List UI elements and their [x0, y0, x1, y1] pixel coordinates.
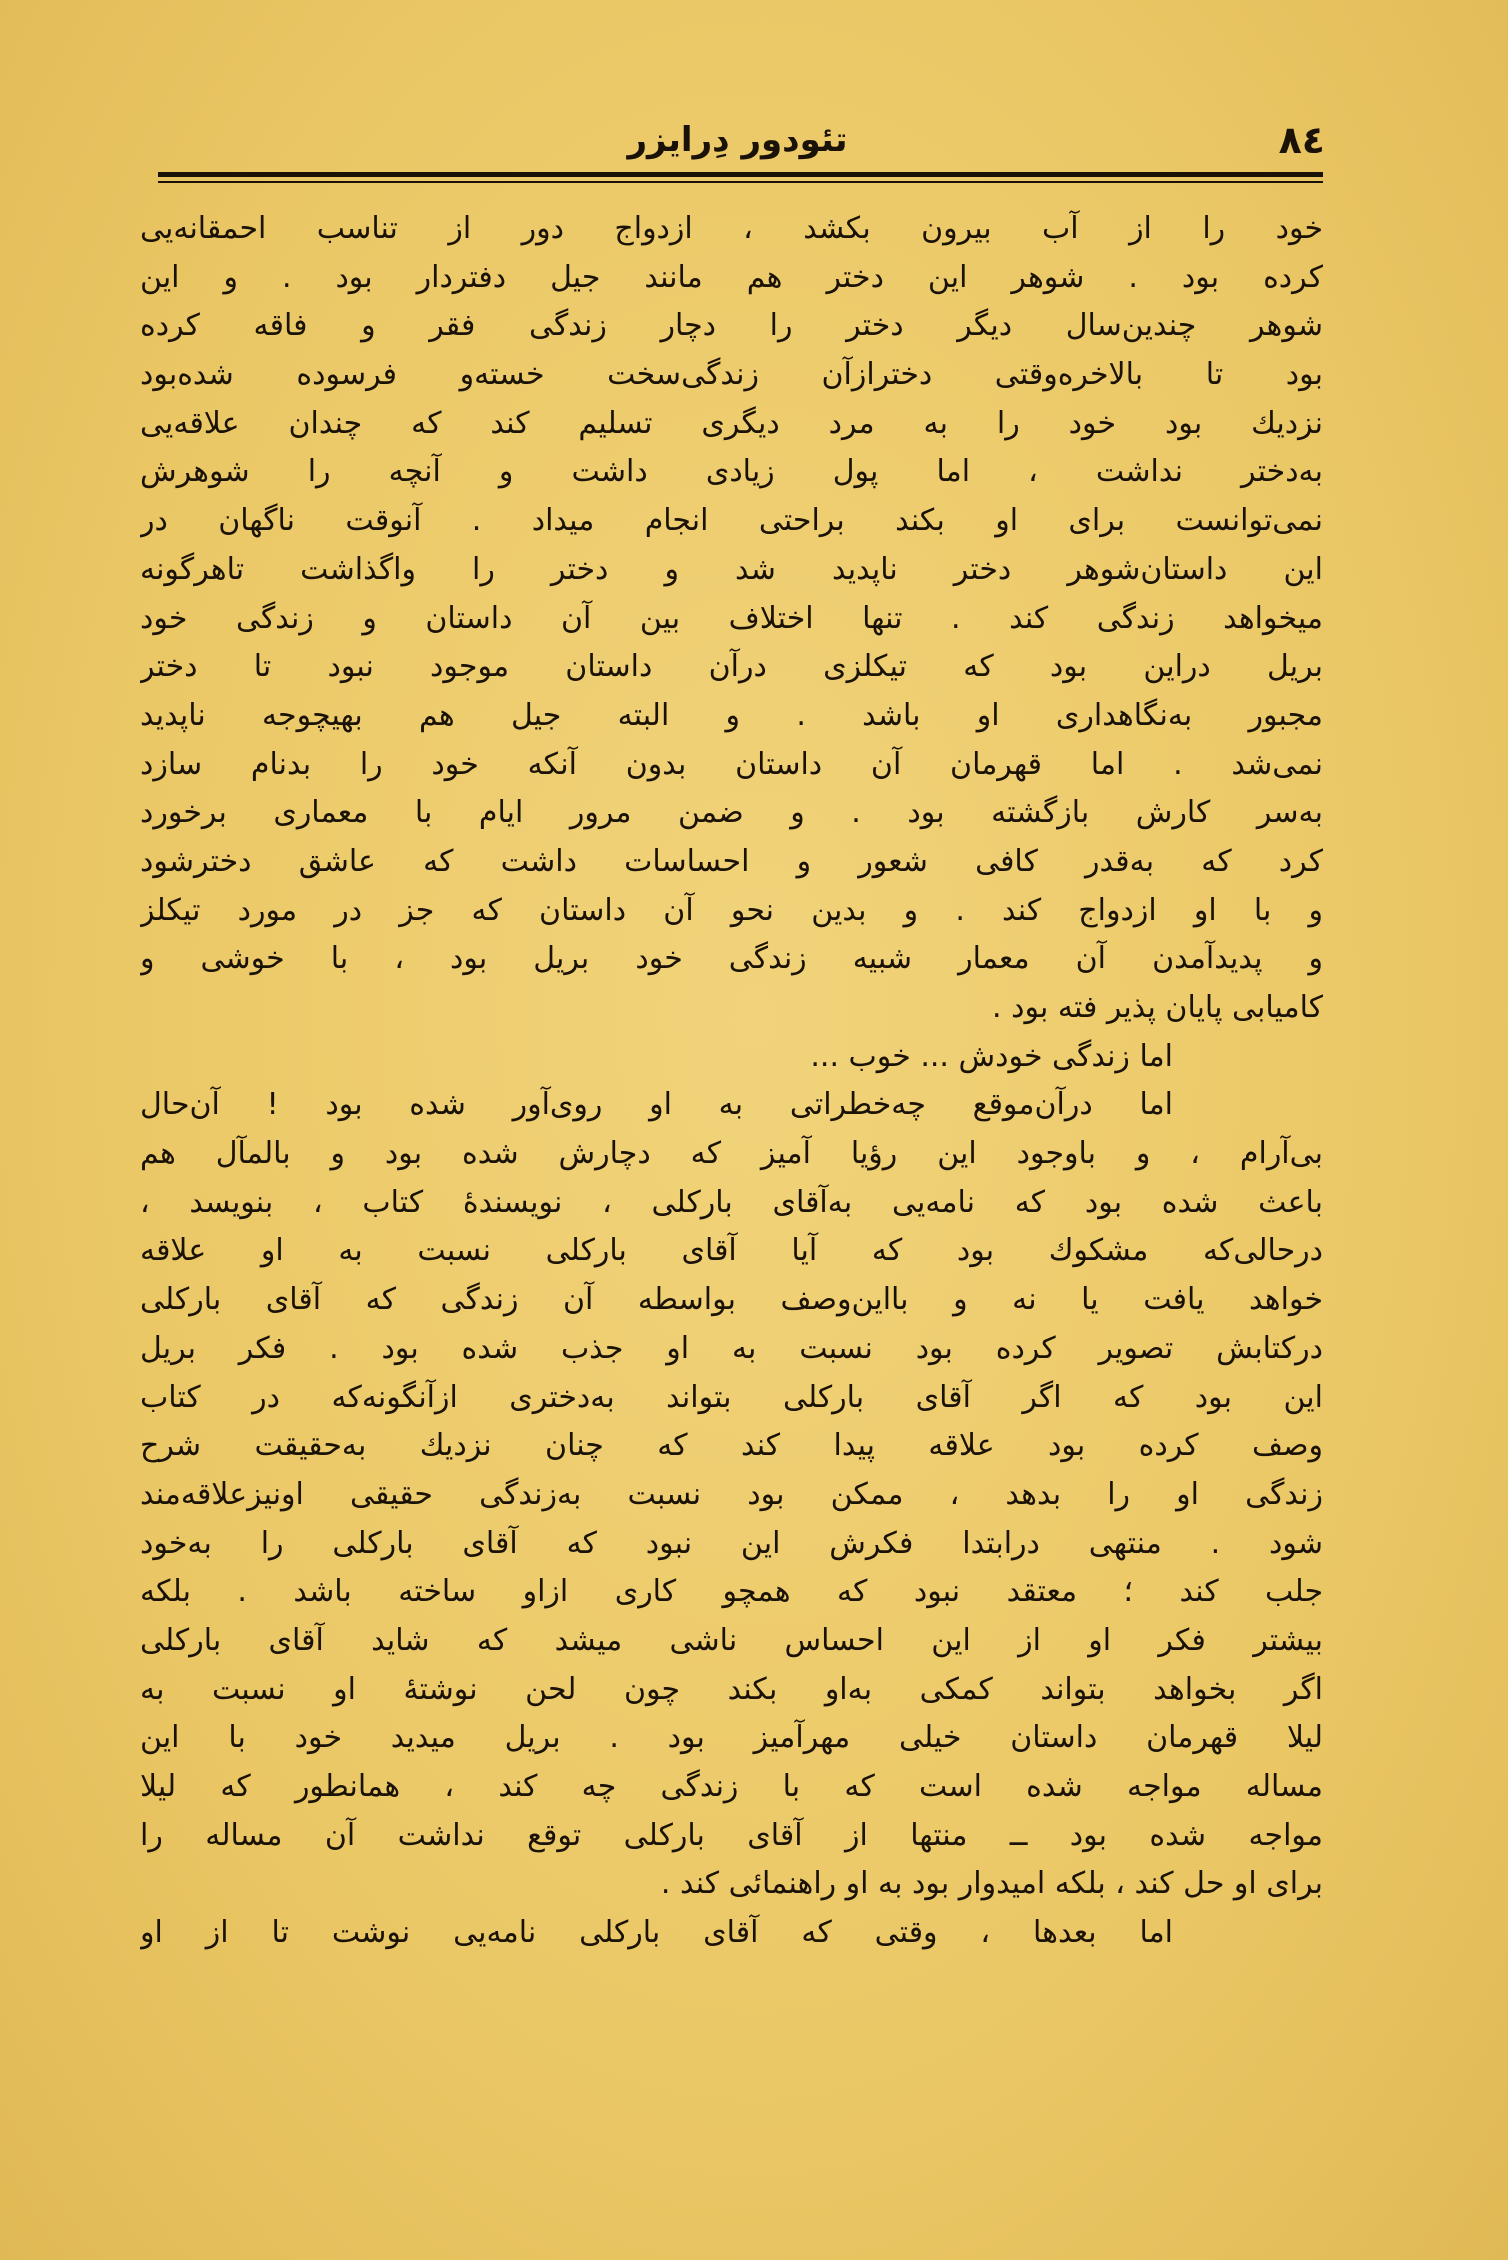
text-line: نزدیك بود خود را به مرد دیگری تسلیم کند که چندان علاقه‌یی [140, 405, 1323, 441]
text-line: درکتابش تصویر کرده بود نسبت به او جذب شده بود . فکر بریل [140, 1330, 1323, 1366]
running-title: تئودور دِرایزر [627, 120, 848, 160]
text-line: جلب کند ؛ معتقد نبود که همچو کاری ازاو ساخته باشد . بلکه [140, 1574, 1323, 1610]
page-number: ٨٤ [1278, 118, 1325, 162]
text-line: باعث شده بود که نامه‌یی به‌آقای بارکلی ، نویسندهٔ کتاب ، بنویسد ، [140, 1184, 1323, 1220]
text-line: برای او حل کند ، بلکه امیدوار بود به او راهنمائی کند . [660, 1866, 1323, 1902]
text-line: درحالی‌که مشکوك بود که آیا آقای بارکلی نسبت به او علاقه [140, 1233, 1323, 1269]
text-line: شوهر چندین‌سال دیگر دختر را دچار زندگی فقر و فاقه کرده [140, 308, 1323, 344]
text-line: به‌دختر نداشت ، اما پول زیادی داشت و آنچه را شوهرش [140, 454, 1323, 490]
text-line: نمی‌توانست برای او بکند براحتی انجام میداد . آنوقت ناگهان در [140, 503, 1323, 539]
text-line: اما زندگی خودش ... خوب ... [810, 1038, 1173, 1074]
text-line: اگر بخواهد بتواند کمکی به‌او بکند چون لحن نوشتهٔ او نسبت به [140, 1671, 1323, 1707]
text-line: بود تا بالاخره‌وقتی دخترازآن زندگی‌سخت خسته‌و فرسوده شده‌بود [140, 357, 1323, 393]
text-line: وصف کرده بود علاقه پیدا کند که چنان نزدیك به‌حقیقت شرح [140, 1428, 1323, 1464]
text-line: مساله مواجه شده است که با زندگی چه کند ، همانطور که لیلا [140, 1769, 1323, 1804]
text-line: مجبور به‌نگاهداری او باشد . و البته جیل هم بهیچوجه ناپدید [140, 697, 1323, 733]
text-line: کرده بود . شوهر این دختر هم مانند جیل دفتردار بود . و این [140, 259, 1323, 295]
text-line: لیلا قهرمان داستان خیلی مهرآمیز بود . بریل میدید خود با این [140, 1720, 1323, 1756]
text-line: این بود که اگر آقای بارکلی بتواند به‌دختری ازآنگونه‌که در کتاب [140, 1379, 1323, 1415]
text-line: زندگی او را بدهد ، ممکن بود نسبت به‌زندگی حقیقی اونیزعلاقه‌مند [140, 1476, 1323, 1512]
text-line: بیشتر فکر او از این احساس ناشی میشد که شاید آقای بارکلی [140, 1622, 1323, 1658]
text-line: خود را از آب بیرون بکشد ، ازدواج دور از تناسب احمقانه‌یی [140, 211, 1323, 246]
text-line: اما بعدها ، وقتی که آقای بارکلی نامه‌یی نوشت تا از او [140, 1915, 1173, 1951]
page-header [150, 110, 1325, 170]
text-line: بریل دراین بود که تیکلزی درآن داستان موجود نبود تا دختر [140, 649, 1323, 685]
text-line: این داستان‌شوهر دختر ناپدید شد و دختر را واگذاشت تاهرگونه [140, 551, 1323, 587]
text-line: نمی‌شد . اما قهرمان آن داستان بدون آنکه خود را بدنام سازد [140, 746, 1323, 782]
text-line: بی‌آرام ، و باوجود این رؤیا آمیز که دچارش شده بود و بالمآل هم [140, 1136, 1323, 1172]
header-rule-thick [158, 172, 1323, 177]
text-line: و با او ازدواج کند . و بدین نحو آن داستان که جز در مورد تیکلز [140, 892, 1323, 928]
text-line: کامیابی پایان پذیر فته بود . [992, 990, 1323, 1025]
text-line: شود . منتهی درابتدا فکرش این نبود که آقای بارکلی را به‌خود [140, 1525, 1323, 1561]
text-line: کرد که به‌قدر کافی شعور و احساسات داشت که عاشق دخترشود [140, 843, 1323, 879]
text-line: اما درآن‌موقع چه‌خطراتی به او روی‌آور شده بود ! آن‌حال [140, 1087, 1173, 1123]
header-rule-thin [158, 181, 1323, 183]
text-line: مواجه شده بود ــ منتها از آقای بارکلی توقع نداشت آن مساله را [140, 1817, 1323, 1853]
text-line: میخواهد زندگی کند . تنها اختلاف بین آن داستان و زندگی خود [140, 600, 1323, 636]
body-text [140, 205, 1323, 1958]
text-line: و پدیدآمدن آن معمار شبیه زندگی خود بریل بود ، با خوشی و [140, 941, 1323, 977]
text-line: به‌سر کارش بازگشته بود . و ضمن مرور ایام با معماری برخورد [140, 795, 1323, 831]
text-line: خواهد یافت یا نه و بااین‌وصف بواسطه آن زندگی که آقای بارکلی [140, 1282, 1323, 1318]
